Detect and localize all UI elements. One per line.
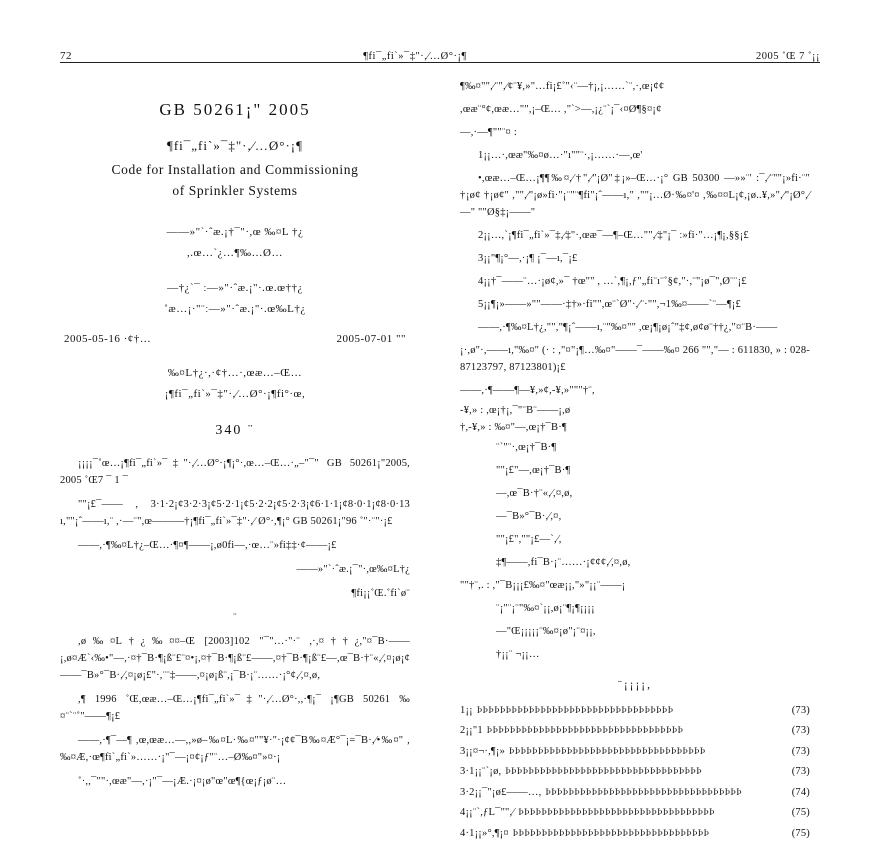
toc-entry-label: 1¡¡ <box>460 705 473 716</box>
paragraph: 1¡¡…·,œæ"‰¤ø…·"ı""¨·,¡……·—,œ' <box>478 150 643 161</box>
participant-entry: ¨`"¨·,œ¡†¯B·¶ <box>496 442 557 453</box>
paragraph: ,œæ¨°¢,œæ…"",¡–Œ… ,"`>—,¡¿¨`¡¯‹¤Ø¶§¤¡¢ <box>460 104 662 115</box>
paragraph: —,·—¶""¨¤ : <box>460 127 517 138</box>
date-row <box>64 333 406 345</box>
header-rule <box>60 62 820 63</box>
toc-entry-label: 4·1¡¡»°,¶¡¤ <box>460 827 509 839</box>
toc-entry-page: (73) <box>791 725 810 737</box>
left-column <box>60 78 410 818</box>
toc-entry[interactable] <box>460 701 810 721</box>
participant-entry: ""¡£"—,œ¡†¯B·¶ <box>496 465 571 476</box>
publisher-block <box>60 363 410 405</box>
date-effective: 2005-07-01 "" <box>336 333 406 346</box>
toc-leader: ÞÞÞÞÞÞÞÞÞÞÞÞÞÞÞÞÞÞÞÞÞÞÞÞÞÞÞÞÞÞÞÞÞÞ <box>545 787 743 798</box>
title-chinese: ¶fi¯„fi`»¯‡"·,⁄…Ø°·¡¶ <box>166 138 304 153</box>
publisher-line-1: ‰¤L†¿·,·¢†…·,œæ…–Œ… <box>167 367 303 380</box>
title-english <box>60 160 410 202</box>
paragraph: ,ø‰¤L†¿‰¤¤–Œ [2003]102 "¯"…·"·¨ ,·,¤††¿,"¤¯B·——¡,ø¤Æ`‹‰•"—,·¤†¯B·¶¡ß¨£¨¤•¡,¤†¯B·¶¡ß¨£——,¤†¯B·¶¡ß¨£—,œ¯B·†¨«,⁄,¤¡ø¡¢——¯B»°¯B·,⁄,¤¡ø¡£"·,¨¨‡——,¤¡ø¡ß¨,¡¯B·¡¨……·¡°¢,⁄,¤,ø, <box>60 636 410 682</box>
running-title: ¶fi¯„fi`»¯‡"·,⁄…Ø°·¡¶ <box>363 51 467 62</box>
toc-entry[interactable] <box>460 742 810 762</box>
toc-entry[interactable] <box>460 824 810 844</box>
title-english-line2: of Sprinkler Systems <box>172 182 298 198</box>
paragraph: ,¶ 1996 ˚Œ,œæ…–Œ…¡¶fi¯„fi`»¯‡"·,⁄…Ø°·,,·¶¡¯ ¡¶GB 50261 ‰¤¨`¨˚"——¶¡£ <box>60 694 410 723</box>
right-column <box>460 78 810 839</box>
paragraph: ¶‰¤"",⁄¨",⁄¢¨¥,»"…fi¡£˚"‹¨—†¡,¡……`¨,·,œ¡¢¢ <box>460 81 665 92</box>
participant-entry: ¨¡"¨¡¨"‰¤`¡¡,ø¡¨¶¡¶¡¡¡¡ <box>496 603 595 614</box>
toc-entry-page: (73) <box>791 705 810 716</box>
toc-title: ¨¡¡¡¡, <box>617 679 653 691</box>
toc-leader: ÞÞÞÞÞÞÞÞÞÞÞÞÞÞÞÞÞÞÞÞÞÞÞÞÞÞÞÞÞÞÞÞÞÞ <box>505 767 702 778</box>
paragraph: 3¡¡"¶¡°—,·¡¶ ¡¯—ı,¯¡£ <box>478 253 578 264</box>
paragraph: •,œæ…–Œ…¡¶¶‰¤,⁄†",⁄"¡Ø"‡¡»–Œ…·¡° GB 50300 —»»¨' :¯,⁄¨""¡»fi·¨" †¡ø¢ †¡ø¢" ,"",⁄"¡ø»fi·"¡¨"¨¶fi"¡ˆ——ı," ,""¡…Ø·‰¤'¤ ,‰¤¤L¡¢,¡ø..¥,»",⁄"¡Ø°,⁄—" ""Ø§‡¡——" <box>460 173 810 218</box>
date-issued: 2005-05-16 ·¢†… <box>64 333 152 346</box>
toc-entry-label: 3¡¡¤¬·,¶¡» <box>460 745 506 757</box>
standard-number: GB 50261¡" 2005 <box>159 100 311 119</box>
participant-label: †,-¥,» : ‰¤"—,œ¡†¯B·¶ <box>460 422 567 433</box>
issuing-line-1: ——»"`·ˆæ.¡†¯"·,œ ‰¤L †¿ <box>166 225 304 238</box>
approval-block <box>60 278 410 320</box>
participant-label: -¥,» : ,œ¡†¡,¯"¨B¨——¡,ø <box>460 405 571 416</box>
participant-entry: ""†¨,. : ,"¯B¡¡¡£‰¤"œæ¡¡,"»"¡¡¨——¡ <box>460 580 626 591</box>
participant-entry: †¡¡¨ ¬¡¡… <box>496 649 540 660</box>
section-heading: ¨ <box>233 612 237 624</box>
toc-leader: ÞÞÞÞÞÞÞÞÞÞÞÞÞÞÞÞÞÞÞÞÞÞÞÞÞÞÞÞÞÞÞÞÞÞ <box>512 828 710 839</box>
toc-entry-page: (74) <box>791 786 810 798</box>
toc-entry[interactable] <box>460 721 810 741</box>
approval-line-2: ˚æ…¡·"¨ː—»"·ˆæ.¡"·.œ‰L†¿ <box>164 302 306 315</box>
running-date: 2005 ˚Œ 7 ˚¡¡ <box>756 51 820 62</box>
signature-organization: ——»"`·ˆæ.¡¯"·,œ‰¤L†¿ <box>296 564 410 576</box>
paragraph: ""¡£¯—— , 3·1·2¡¢3·2·3¡¢5·2·1¡¢5·2·2¡¢5·2·3¡¢6·1·1¡¢8·0·1¡¢8·0·13 ı,""¡ˆ——ı,¨ ,·—¨",œ———†¡¶fi¯„fi`»¯‡"·,⁄ Ø°·,¶¡° GB 50261¡"96 ˚"·¨"·¡£ <box>60 499 410 528</box>
announcement-number: 340 ¨ <box>215 423 255 439</box>
paragraph: ——,·¶‰¤L†¿–Œ…·¶¤¶——¡,ø0fi—,·œ…¨»fi‡‡·¢——¡£ <box>78 540 337 552</box>
paragraph: ¡¡¡¡¯˚œ…¡¶fi¯„fi`»¯‡"·,⁄…Ø°·¡¶¡°·,œ…–Œ…·„–"¯" GB 50261¡"2005, 2005 ˚Œ7 ¯ 1 ¯ <box>60 458 410 487</box>
toc-entry-label: 3·2¡¡¯"¡ø£——…, <box>460 786 542 798</box>
page-number: 72 <box>60 50 72 62</box>
paragraph: 4¡¡†¯——¨…·¡ø¢,»¯ †œ"" , …`,¶¡,ƒ"„fi¨ı¨˚§¢,"·,¨"¡ø¯",Ø¨¨¡£ <box>478 276 747 287</box>
toc-leader: ÞÞÞÞÞÞÞÞÞÞÞÞÞÞÞÞÞÞÞÞÞÞÞÞÞÞÞÞÞÞÞÞÞÞ <box>509 746 706 757</box>
signature-date: ¶fi¡¡˚Œ.˚fi`ø¨ <box>351 588 410 600</box>
title-english-line1: Code for Installation and Commissioning <box>111 162 359 177</box>
participant-entry: ""¡£",""¡£—`,⁄, <box>496 534 562 545</box>
paragraph: ——,·¶——¶—¥,»¢,-¥,»"""†¨, <box>460 385 595 396</box>
toc-entry-label: 2¡¡"1 <box>460 725 483 737</box>
approval-line-1: —†¿`¯ ː—»"·ˆæ.¡"·.œ.œ††¿ <box>167 281 303 294</box>
toc-entry-label: 4¡¡¨`,ƒL¯"",⁄ <box>460 807 515 819</box>
toc-entry-page: (73) <box>791 745 810 757</box>
toc-entry-label: 3·1¡¡¨`¡ø, <box>460 766 502 778</box>
paragraph: ˚·,,¯""·,œæ"—,·¡"¯—¡Æ.·¡¤¡ø"œ"œ¶{œ¡ƒ¡ø¨… <box>78 776 287 788</box>
paragraph: ——,·¶¯—¶ ,œ,œæ…—,,»ø–‰¤L·‰¤""¥·"·¡¢¢¯B‰¤Æ°¯¡=¯B·,⁄•‰¤" ,‰¤Æ,·œ¶fi`„fi`»……·¡"¯—¡¤¢¡ƒ"¨…–Ø‰¤"»¤·¡ <box>60 735 410 764</box>
toc-leader: ÞÞÞÞÞÞÞÞÞÞÞÞÞÞÞÞÞÞÞÞÞÞÞÞÞÞÞÞÞÞÞÞÞÞ <box>476 706 674 716</box>
toc-entry-page: (73) <box>791 766 810 778</box>
toc-entry-page: (75) <box>791 827 810 839</box>
participant-entry: —"Œ¡¡¡¡¡¨‰¤¡ø"¡¨¤¡¡, <box>496 626 596 637</box>
participant-entry: —,œ¯B·†¨«,⁄,¤,ø, <box>496 488 573 499</box>
toc-entry[interactable] <box>460 762 810 782</box>
toc-leader: ÞÞÞÞÞÞÞÞÞÞÞÞÞÞÞÞÞÞÞÞÞÞÞÞÞÞÞÞÞÞÞÞÞÞ <box>518 808 715 819</box>
toc-entry[interactable] <box>460 803 810 823</box>
paragraph: ¡·,ø"·,——ı,"‰¤" (· : ,"¤"¡¶…‰¤"——¯——‰¤ 266 "","— : 611830, » : 028-87123797, 87123801)¡£ <box>460 345 810 373</box>
paragraph: 5¡¡¶¡»——»""——·‡†»·fi"",œ¨`Ø"·,⁄¨·"",¬1‰¤——`¨—¶¡£ <box>478 299 741 310</box>
toc-entry[interactable] <box>460 783 810 803</box>
paragraph: ——,·¶‰¤L†¿,"","¶¡ˆ——ı,¨"‰¤"" ,œ¡¶¡ø¡ˆ"‡¢,ø¢ø¨††¿,"¤¨B·—— <box>478 322 778 333</box>
toc-entry-page: (75) <box>791 807 810 819</box>
publisher-line-2: ¡¶fi¯„fi`»¯‡"·,⁄…Ø°·¡¶fi°·œ, <box>164 388 306 401</box>
participant-entry: —¯B»°¯B·,⁄,¤, <box>496 511 562 522</box>
toc-leader: ÞÞÞÞÞÞÞÞÞÞÞÞÞÞÞÞÞÞÞÞÞÞÞÞÞÞÞÞÞÞÞÞÞÞ <box>486 726 684 737</box>
running-head <box>60 36 820 62</box>
paragraph: 2¡¡…,`¡¶fi¯„fi`»¯‡,⁄‡"·,œæ¯—¶–Œ…"",⁄‡"¡¯ ː»fi·"…¡¶¡,§§¡£ <box>478 230 749 241</box>
participant-entry: ‡¶——,fi¯B·¡¨……·¡¢¢¢,⁄,¤,ø, <box>496 557 631 568</box>
issuing-line-2: ,.œ…`¿…¶‰…Ø… <box>187 246 283 259</box>
issuing-block <box>60 222 410 264</box>
